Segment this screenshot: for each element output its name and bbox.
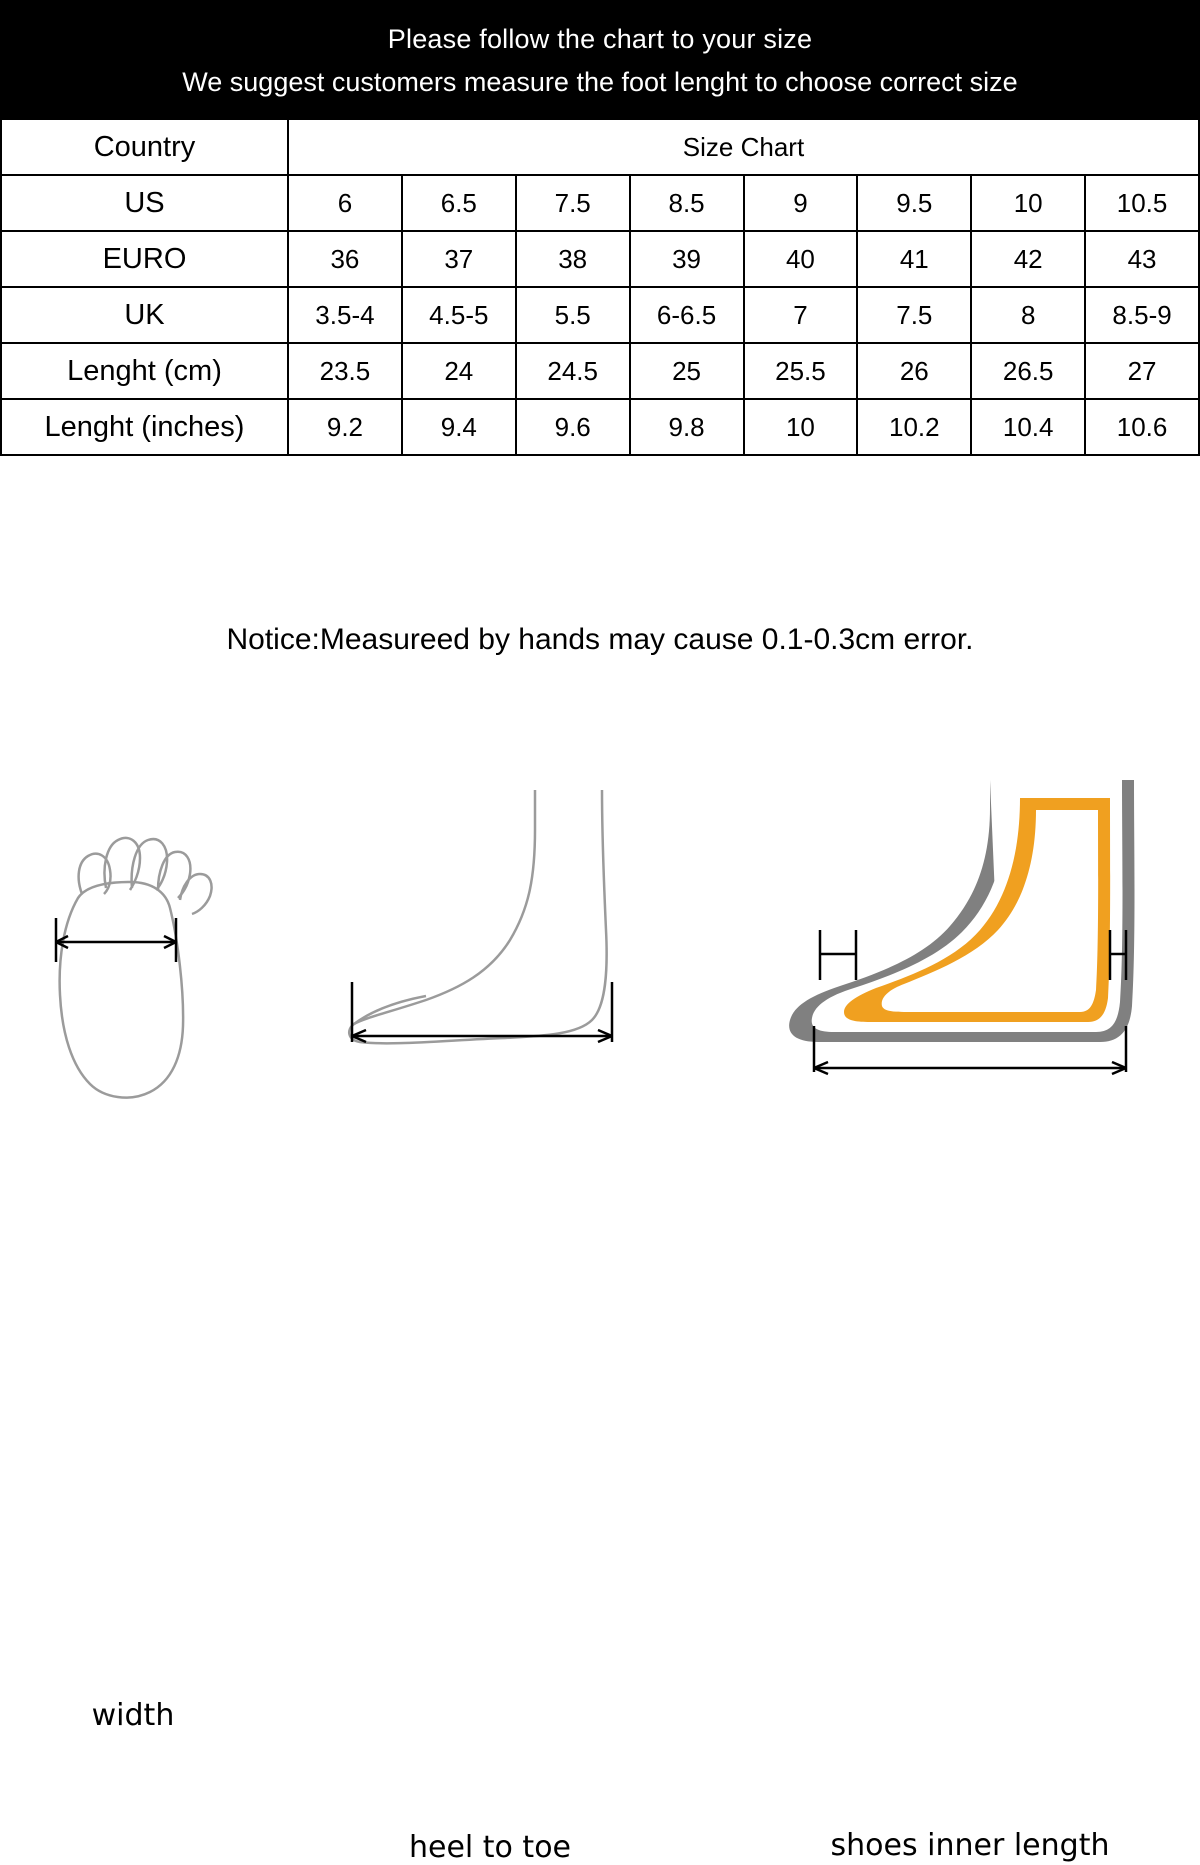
cell: 10.2	[857, 399, 971, 455]
cell: 39	[630, 231, 744, 287]
cell: 10.6	[1085, 399, 1199, 455]
cell: 9.2	[288, 399, 402, 455]
cell: 27	[1085, 343, 1199, 399]
row-label-length-inches: Lenght (inches)	[1, 399, 288, 455]
table-row	[1, 231, 1199, 287]
cell: 8.5	[630, 175, 744, 231]
row-label-length-cm: Lenght (cm)	[1, 343, 288, 399]
width-caption: width	[91, 1698, 175, 1733]
size-chart-title-cell: Size Chart	[288, 119, 1199, 175]
cell: 9.4	[402, 399, 516, 455]
cell: 9.5	[857, 175, 971, 231]
table-row	[1, 287, 1199, 343]
cell: 6.5	[402, 175, 516, 231]
cell: 10.4	[971, 399, 1085, 455]
cell: 26	[857, 343, 971, 399]
notice-text: Notice:Measureed by hands may cause 0.1-0.3cm error.	[226, 623, 974, 656]
table-row	[1, 399, 1199, 455]
cell: 10	[744, 399, 858, 455]
cell: 10	[971, 175, 1085, 231]
cell: 26.5	[971, 343, 1085, 399]
table-row	[1, 343, 1199, 399]
cell: 25.5	[744, 343, 858, 399]
cell: 43	[1085, 231, 1199, 287]
size-chart-table	[0, 118, 1200, 456]
cell: 10.5	[1085, 175, 1199, 231]
cell: 41	[857, 231, 971, 287]
country-header-cell: Country	[1, 119, 288, 175]
cell: 6	[288, 175, 402, 231]
table-row	[1, 175, 1199, 231]
shoes-inner-length-diagram	[770, 780, 1170, 1100]
size-chart-table-wrapper	[0, 116, 1200, 456]
header-banner	[0, 0, 1200, 116]
cell: 38	[516, 231, 630, 287]
cell: 23.5	[288, 343, 402, 399]
row-label-euro: EURO	[1, 231, 288, 287]
cell: 42	[971, 231, 1085, 287]
cell: 7.5	[857, 287, 971, 343]
heel-to-toe-caption: heel to toe	[408, 1830, 572, 1865]
cell: 24	[402, 343, 516, 399]
banner-line-2: We suggest customers measure the foot lenght to choose correct size	[182, 67, 1018, 97]
row-label-uk: UK	[1, 287, 288, 343]
shoes-inner-length-caption: shoes inner length	[830, 1828, 1110, 1863]
foot-width-diagram	[20, 790, 260, 1120]
row-label-us: US	[1, 175, 288, 231]
cell: 7	[744, 287, 858, 343]
banner-line-1: Please follow the chart to your size	[387, 24, 813, 54]
table-row-header	[1, 119, 1199, 175]
cell: 9.8	[630, 399, 744, 455]
cell: 3.5-4	[288, 287, 402, 343]
cell: 7.5	[516, 175, 630, 231]
cell: 4.5-5	[402, 287, 516, 343]
cell: 9	[744, 175, 858, 231]
cell: 25	[630, 343, 744, 399]
diagram-section	[0, 770, 1200, 1865]
cell: 8.5-9	[1085, 287, 1199, 343]
cell: 9.6	[516, 399, 630, 455]
cell: 8	[971, 287, 1085, 343]
heel-to-toe-diagram	[330, 790, 650, 1110]
cell: 37	[402, 231, 516, 287]
cell: 40	[744, 231, 858, 287]
cell: 6-6.5	[630, 287, 744, 343]
cell: 5.5	[516, 287, 630, 343]
cell: 36	[288, 231, 402, 287]
cell: 24.5	[516, 343, 630, 399]
